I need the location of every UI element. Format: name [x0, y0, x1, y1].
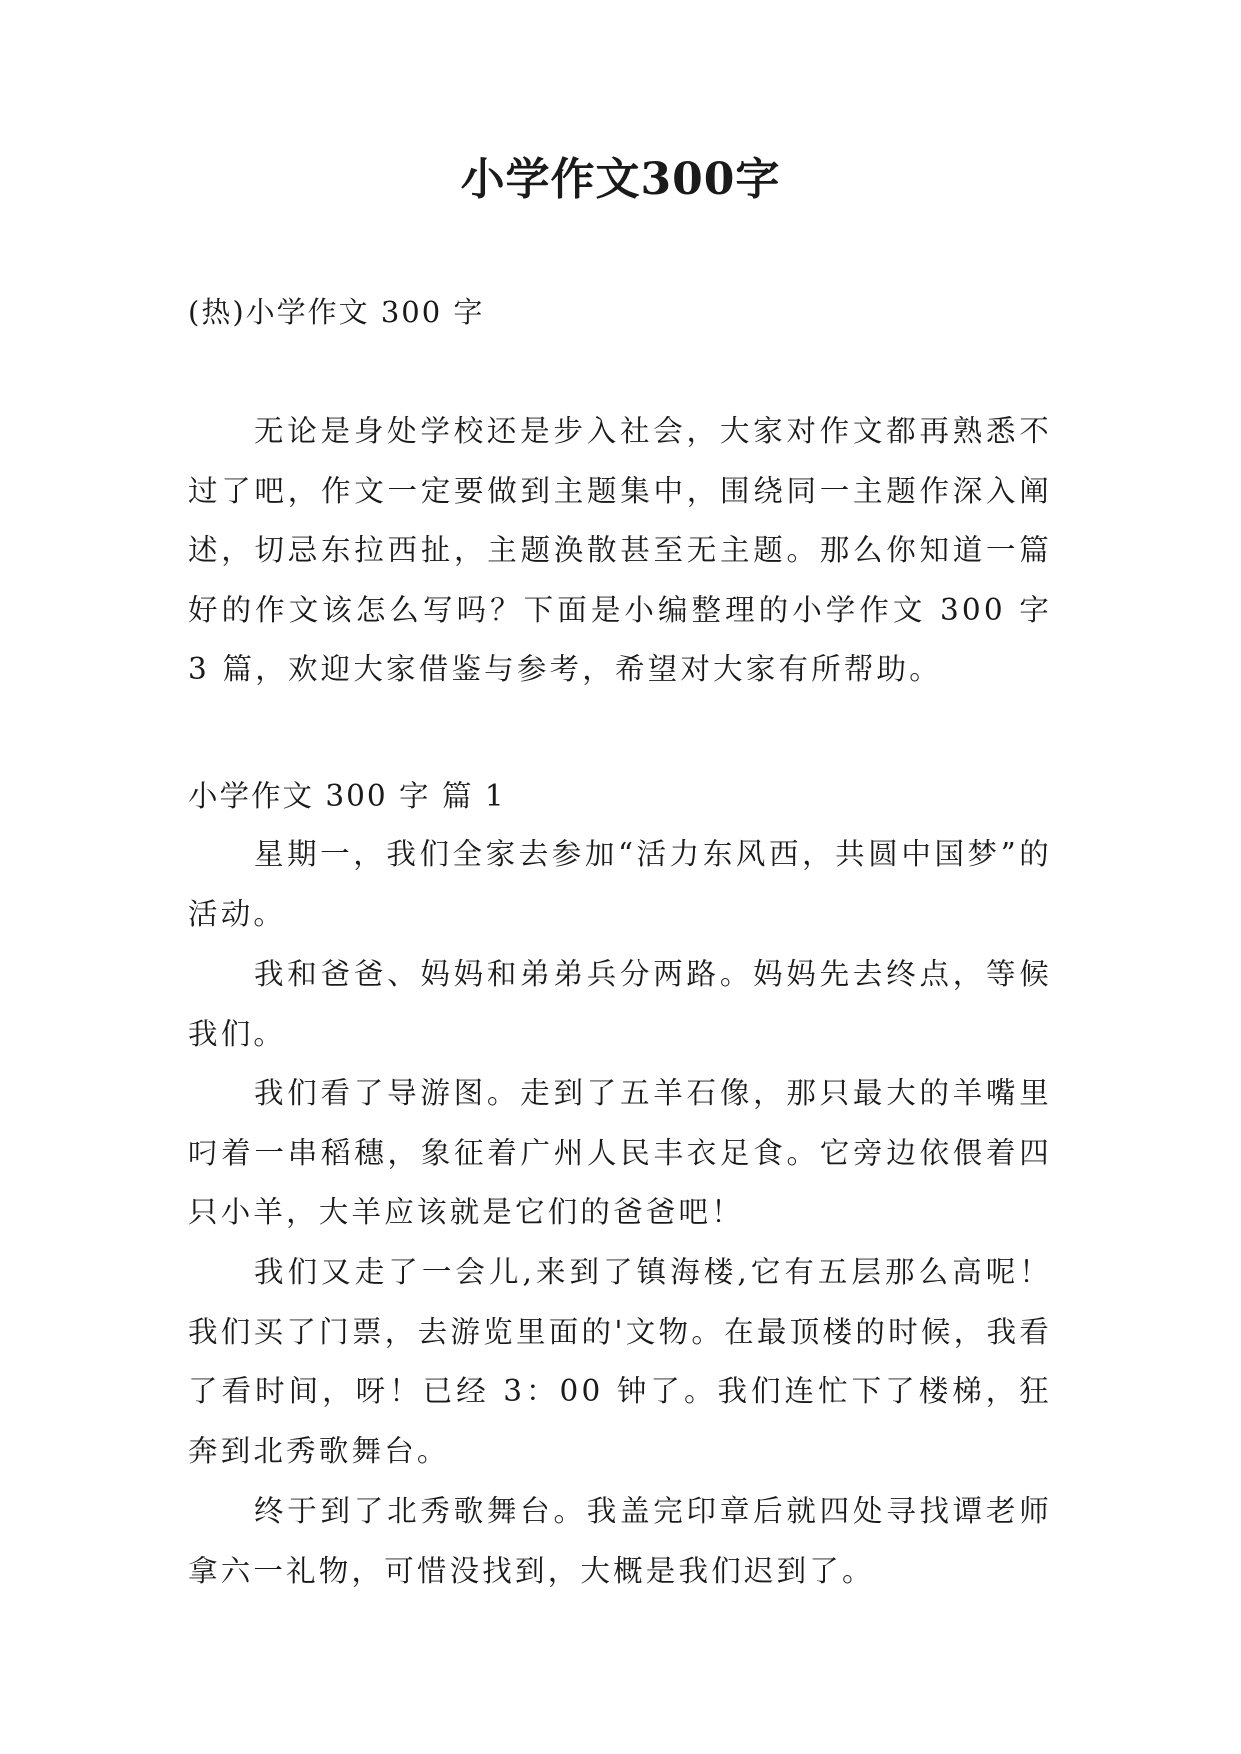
essay-paragraph-4: 我们又走了一会儿,来到了镇海楼,它有五层那么高呢！我们买了门票，去游览里面的'文物。在最顶楼的时候，我看了看时间，呀！已经 3：00 钟了。我们连忙下了楼梯，狂奔到北秀歌舞台。	[188, 1255, 1052, 1468]
essay-paragraph-1: 星期一，我们全家去参加“活力东风西，共圆中国梦”的活动。	[188, 837, 1052, 931]
essay-paragraph-3: 我们看了导游图。走到了五羊石像，那只最大的羊嘴里叼着一串稻穗，象征着广州人民丰衣足食。它旁边依偎着四只小羊，大羊应该就是它们的爸爸吧！	[188, 1076, 1052, 1229]
essay-paragraph-5: 终于到了北秀歌舞台。我盖完印章后就四处寻找谭老师拿六一礼物，可惜没找到，大概是我们迟到了。	[188, 1494, 1052, 1588]
essay-paragraph-2: 我和爸爸、妈妈和弟弟兵分两路。妈妈先去终点，等候我们。	[188, 957, 1052, 1051]
document-subtitle: (热)小学作文 300 字	[188, 295, 485, 329]
section-heading: 小学作文 300 字 篇 1	[188, 779, 506, 813]
intro-paragraph: 无论是身处学校还是步入社会，大家对作文都再熟悉不过了吧，作文一定要做到主题集中，围绕同一主题作深入阐述，切忌东拉西扯，主题涣散甚至无主题。那么你知道一篇好的作文该怎么写吗？下面是小编整理的小学作文 300 字 3 篇，欢迎大家借鉴与参考，希望对大家有所帮助。	[188, 414, 1052, 686]
page-title: 小学作文300字	[460, 154, 781, 205]
